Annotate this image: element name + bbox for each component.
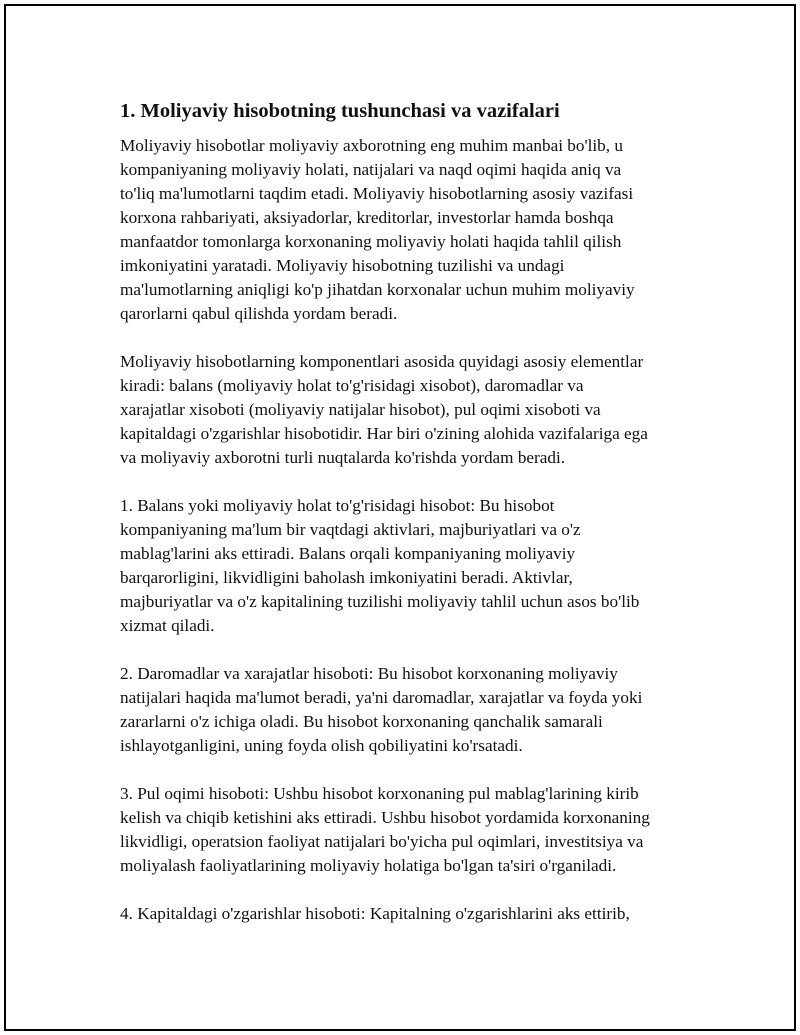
text-line: xarajatlar xisoboti (moliyaviy natijalar hisobot), pul oqimi xisoboti va — [120, 400, 601, 419]
paragraph-intro — [120, 134, 700, 326]
text-line: barqarorligini, likvidligini baholash imkoniyatini beradi. Aktivlar, — [120, 568, 573, 587]
paragraph-income-statement — [120, 662, 700, 758]
text-line: to'liq ma'lumotlarni taqdim etadi. Moliyaviy hisobotlarning asosiy vazifasi — [120, 184, 634, 203]
text-line: 3. Pul oqimi hisoboti: Ushbu hisobot korxonaning pul mablag'larining kirib — [120, 784, 639, 803]
document-body — [120, 96, 700, 950]
text-line: majburiyatlar va o'z kapitalining tuzilishi moliyaviy tahlil uchun asos bo'lib — [120, 592, 640, 611]
text-line: imkoniyatini yaratadi. Moliyaviy hisobotning tuzilishi va undagi — [120, 256, 565, 275]
text-line: qarorlarni qabul qilishda yordam beradi. — [120, 304, 398, 323]
text-line: ma'lumotlarning aniqligi ko'p jihatdan korxonalar uchun muhim moliyaviy — [120, 280, 635, 299]
text-line: kompaniyaning moliyaviy holati, natijalari va naqd oqimi haqida aniq va — [120, 160, 622, 179]
text-line: kapitaldagi o'zgarishlar hisobotidir. Har biri o'zining alohida vazifalariga ega — [120, 424, 648, 443]
text-line: moliyalash faoliyatlarining moliyaviy holatiga bo'lgan ta'siri o'rganiladi. — [120, 856, 617, 875]
text-line: Moliyaviy hisobotlar moliyaviy axborotning eng muhim manbai bo'lib, u — [120, 136, 623, 155]
text-line: ishlayotganligini, uning foyda olish qobiliyatini ko'rsatadi. — [120, 736, 523, 755]
paragraph-balance-sheet — [120, 494, 700, 638]
text-line: Moliyaviy hisobotlarning komponentlari asosida quyidagi asosiy elementlar — [120, 352, 644, 371]
text-line: 2. Daromadlar va xarajatlar hisoboti: Bu hisobot korxonaning moliyaviy — [120, 664, 618, 683]
text-line: 1. Balans yoki moliyaviy holat to'g'risidagi hisobot: Bu hisobot — [120, 496, 555, 515]
text-line: va moliyaviy axborotni turli nuqtalarda ko'rishda yordam beradi. — [120, 448, 566, 467]
text-line: mablag'larini aks ettiradi. Balans orqali kompaniyaning moliyaviy — [120, 544, 576, 563]
text-line: kelish va chiqib ketishini aks ettiradi. Ushbu hisobot yordamida korxonaning — [120, 808, 650, 827]
section-heading: 1. Moliyaviy hisobotning tushunchasi va vazifalari — [120, 100, 560, 122]
text-line: zararlarni o'z ichiga oladi. Bu hisobot korxonaning qanchalik samarali — [120, 712, 603, 731]
text-line: likvidligi, operatsion faoliyat natijalari bo'yicha pul oqimlari, investitsiya va — [120, 832, 644, 851]
text-line: kiradi: balans (moliyaviy holat to'g'risidagi xisobot), daromadlar va — [120, 376, 584, 395]
text-line: natijalari haqida ma'lumot beradi, ya'ni daromadlar, xarajatlar va foyda yoki — [120, 688, 643, 707]
text-line: kompaniyaning ma'lum bir vaqtdagi aktivlari, majburiyatlari va o'z — [120, 520, 581, 539]
text-line: manfaatdor tomonlarga korxonaning moliyaviy holati haqida tahlil qilish — [120, 232, 622, 251]
document-page — [4, 4, 796, 1031]
paragraph-equity-changes — [120, 902, 700, 926]
paragraph-components — [120, 350, 700, 470]
text-line: xizmat qiladi. — [120, 616, 215, 635]
text-line: korxona rahbariyati, aksiyadorlar, kreditorlar, investorlar hamda boshqa — [120, 208, 614, 227]
paragraph-cash-flow — [120, 782, 700, 878]
text-line: 4. Kapitaldagi o'zgarishlar hisoboti: Kapitalning o'zgarishlarini aks ettirib, — [120, 904, 630, 923]
